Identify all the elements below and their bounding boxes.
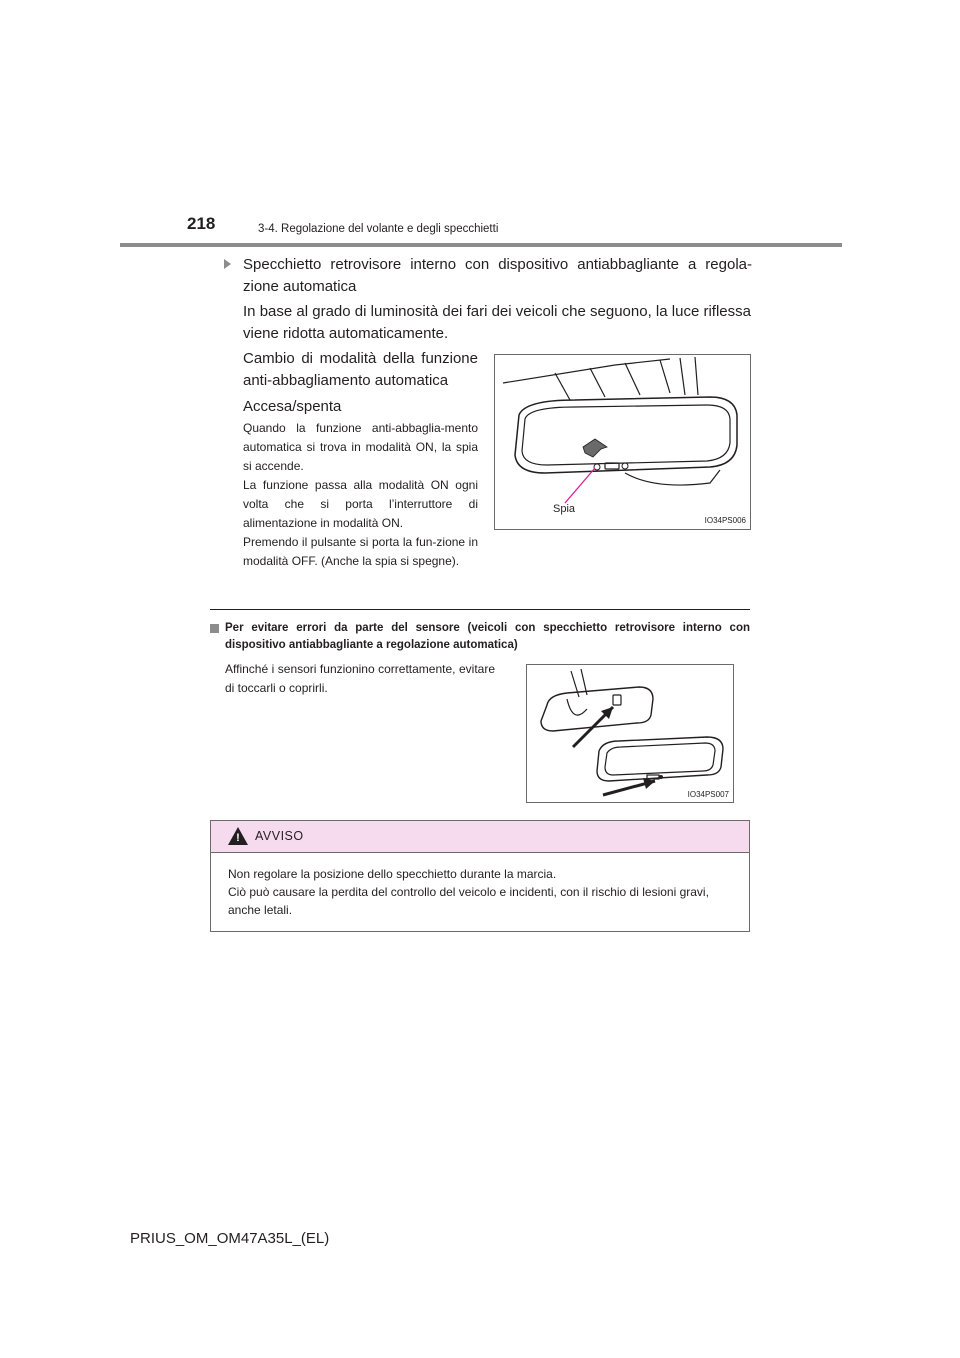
footer-code: PRIUS_OM_OM47A35L_(EL) xyxy=(130,1230,330,1247)
square-bullet-icon xyxy=(210,624,219,633)
sub-heading-text: Per evitare errori da parte del sensore (veicoli con specchietto retrovisore interno con dispositivo antiabbagliante a regolazione automatica) xyxy=(225,622,750,651)
section-divider xyxy=(210,609,750,610)
section-title: 3-4. Regolazione del volante e degli specchietti xyxy=(258,223,499,235)
figure-code: IO34PS006 xyxy=(704,516,746,525)
sensor-paragraph: Affinché i sensori funzionino correttamente, evitare di toccarli o coprirli. xyxy=(225,662,495,695)
mirror-illustration xyxy=(495,355,750,529)
description-line-3: Premendo il pulsante si porta la fun-zione in modalità OFF. (Anche la spia si spegne). xyxy=(243,535,478,568)
mode-title: Cambio di modalità della funzione anti-abbagliamento automatica xyxy=(243,350,478,389)
bullet-heading-text: Specchietto retrovisore interno con dispositivo antiabbagliante a regola-zione automatica xyxy=(243,256,752,295)
mirror-sensors-figure xyxy=(526,664,734,803)
description-line-2: La funzione passa alla modalità ON ogni volta che si porta l’interruttore di alimentazione in modalità ON. xyxy=(243,478,478,530)
sensors-illustration xyxy=(527,665,733,802)
header-rule xyxy=(120,243,842,247)
description-line-1: Quando la funzione anti-abbaglia-mento automatica si trova in modalità ON, la spia si accende. xyxy=(243,421,478,473)
warning-line-1: Non regolare la posizione dello specchietto durante la marcia. xyxy=(228,867,557,881)
figure-code: IO34PS007 xyxy=(687,790,729,799)
warning-line-2: Ciò può causare la perdita del controllo del veicolo e incidenti, con il rischio di lesioni gravi, anche letali. xyxy=(228,885,709,917)
bullet-heading xyxy=(224,254,752,298)
page-number: 218 xyxy=(187,214,216,233)
warning-header xyxy=(211,821,749,853)
sub-heading xyxy=(210,620,750,654)
exclamation-icon: ! xyxy=(236,832,240,844)
on-off-title: Accesa/spenta xyxy=(243,398,342,415)
intro-paragraph: In base al grado di luminosità dei fari dei veicoli che seguono, la luce riflessa viene ridotta automaticamente. xyxy=(243,303,751,342)
spia-label: Spia xyxy=(553,503,576,515)
mirror-indicator-figure xyxy=(494,354,751,530)
warning-box xyxy=(210,820,750,932)
triangle-bullet-icon xyxy=(224,259,231,269)
warning-title: AVVISO xyxy=(255,829,304,843)
warning-body xyxy=(228,865,738,919)
description-block xyxy=(243,419,478,571)
